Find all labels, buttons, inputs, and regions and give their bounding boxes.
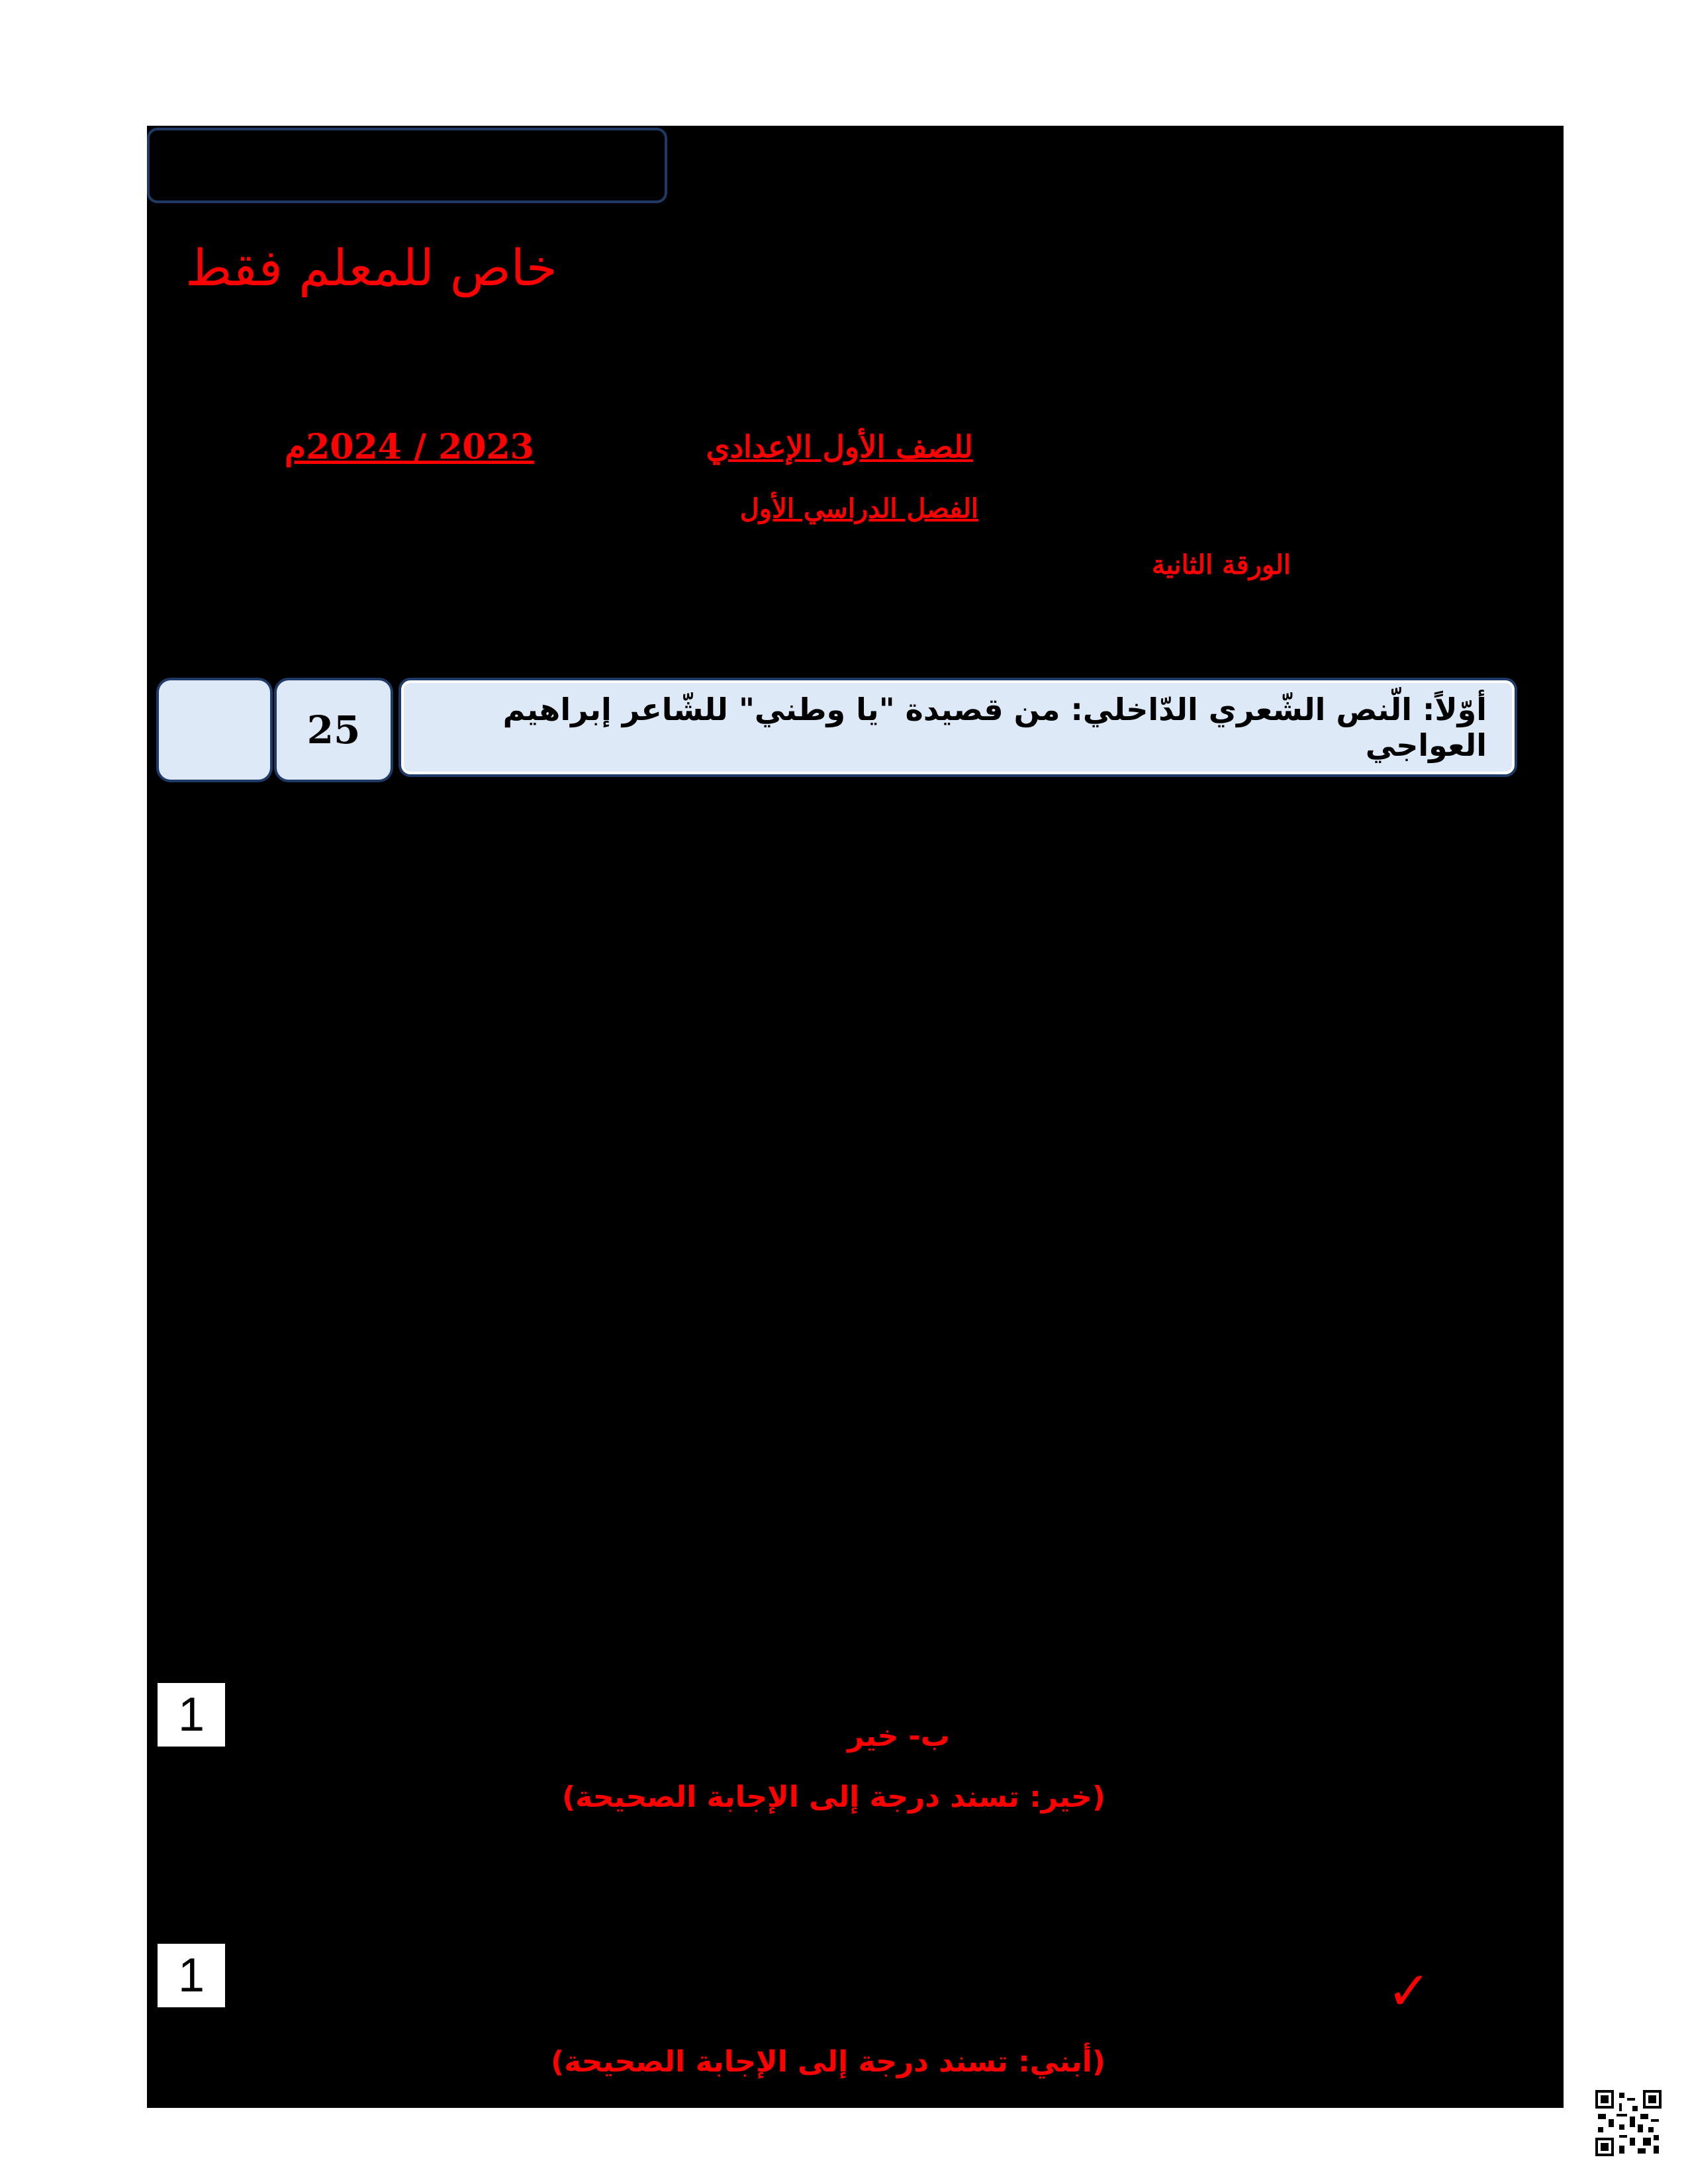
grading-note-1: (خير: تسند درجة إلى الإجابة الصحيحة) [562,1780,1105,1814]
academic-year: 2023 / 2024م [285,427,534,467]
teacher-only-label: خاص للمعلم فقط [185,238,557,297]
question-mark-box-1: 1 [158,1683,225,1747]
section-score-box: 25 [274,678,393,782]
score-empty-box [156,678,273,782]
checkmark-icon: ✓ [1387,1960,1432,2022]
question-mark-box-2: 1 [158,1944,225,2007]
student-info-box [147,128,667,203]
grading-note-2: (أبني: تسند درجة إلى الإجابة الصحيحة) [551,2045,1105,2079]
grade-label: للصف الأول الإعدادي [706,429,973,465]
answer-text-1: ب- خير [847,1719,950,1753]
section-title: أوّلاً: الّنص الشّعري الدّاخلي: من قصيدة "يا وطني" للشّاعر إبراهيم العواجي [399,678,1517,777]
paper-label: الورقة الثانية [1152,549,1291,580]
semester-label: الفصل الدراسي الأول [739,493,978,524]
qr-code-icon [1595,2090,1662,2156]
